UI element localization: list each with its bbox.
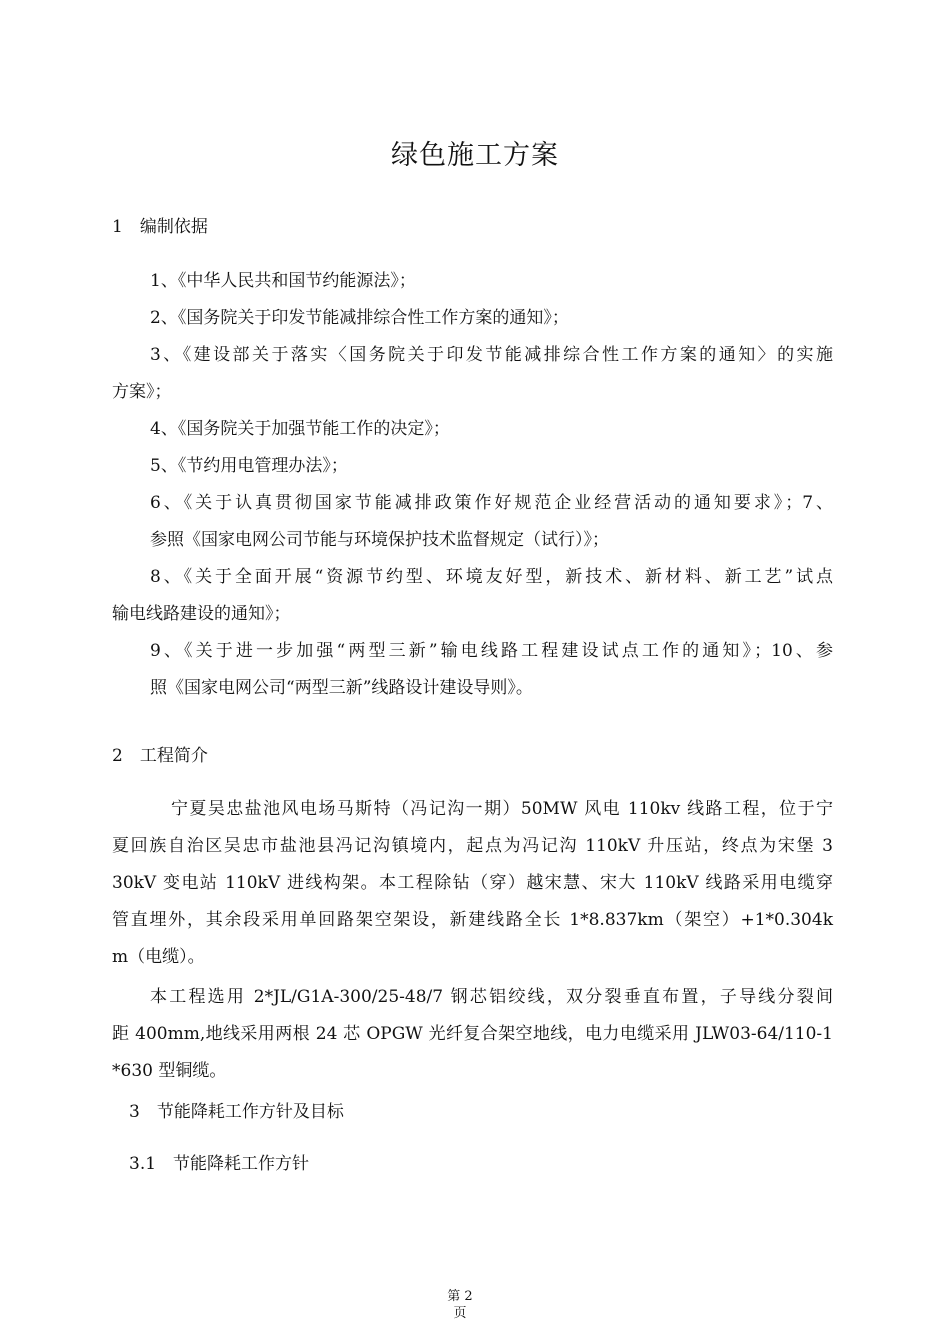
paragraph-line: 管直埋外，其余段采用单回路架空架设，新建线路全长 1*8.837km（架空）+1*0.304k xyxy=(112,910,833,930)
list-item-continuation: 方案》； xyxy=(112,382,172,402)
paragraph-line: *630 型铜缆。 xyxy=(112,1061,227,1081)
paragraph-line: 宁夏吴忠盐池风电场马斯特（冯记沟一期）50MW 风电 110kv 线路工程，位于宁 xyxy=(171,799,833,819)
page-number-line-1: 第 2 xyxy=(447,1289,473,1304)
paragraph-line: 夏回族自治区吴忠市盐池县冯记沟镇境内，起点为冯记沟 110kV 升压站，终点为宋堡 3 xyxy=(112,836,833,856)
list-item: 5、《节约用电管理办法》； xyxy=(150,456,348,476)
list-item: 4、《国务院关于加强节能工作的决定》； xyxy=(150,419,450,439)
paragraph-line: m（电缆）。 xyxy=(112,947,205,967)
paragraph-line: 距 400mm,地线采用两根 24 芯 OPGW 光纤复合架空地线，电力电缆采用 JLW03-64/110-1 xyxy=(112,1024,833,1044)
list-item: 3、《建设部关于落实〈国务院关于印发节能减排综合性工作方案的通知〉的实施 xyxy=(150,345,833,365)
page-number-line-2: 页 xyxy=(453,1306,467,1321)
section-1-heading: 1 编制依据 xyxy=(112,217,208,237)
paragraph-line: 本工程选用 2*JL/G1A-300/25-48/7 钢芯铝绞线，双分裂垂直布置，子导线分裂间 xyxy=(150,987,833,1007)
list-item: 2、《国务院关于印发节能减排综合性工作方案的通知》； xyxy=(150,308,569,328)
list-item-continuation: 输电线路建设的通知》； xyxy=(112,604,291,624)
document-title: 绿色施工方案 xyxy=(391,140,559,171)
list-item: 6、《关于认真贯彻国家节能减排政策作好规范企业经营活动的通知要求》；7、 xyxy=(150,493,833,513)
subsection-3-1-heading: 3.1 节能降耗工作方针 xyxy=(129,1154,310,1174)
list-item: 9、《关于进一步加强“两型三新”输电线路工程建设试点工作的通知》；10、参 xyxy=(150,641,833,661)
list-item-continuation: 参照《国家电网公司节能与环境保护技术监督规定（试行）》； xyxy=(150,530,609,550)
list-item: 1、《中华人民共和国节约能源法》； xyxy=(150,271,416,291)
list-item: 8、《关于全面开展“资源节约型、环境友好型，新技术、新材料、新工艺”试点 xyxy=(150,567,833,587)
paragraph-line: 30kV 变电站 110kV 进线构架。本工程除钻（穿）越宋慧、宋大 110kV 线路采用电缆穿 xyxy=(112,873,833,893)
section-3-heading: 3 节能降耗工作方针及目标 xyxy=(129,1102,344,1122)
list-item-continuation: 照《国家电网公司“两型三新”线路设计建设导则》。 xyxy=(150,678,533,698)
section-2-heading: 2 工程简介 xyxy=(112,746,208,766)
